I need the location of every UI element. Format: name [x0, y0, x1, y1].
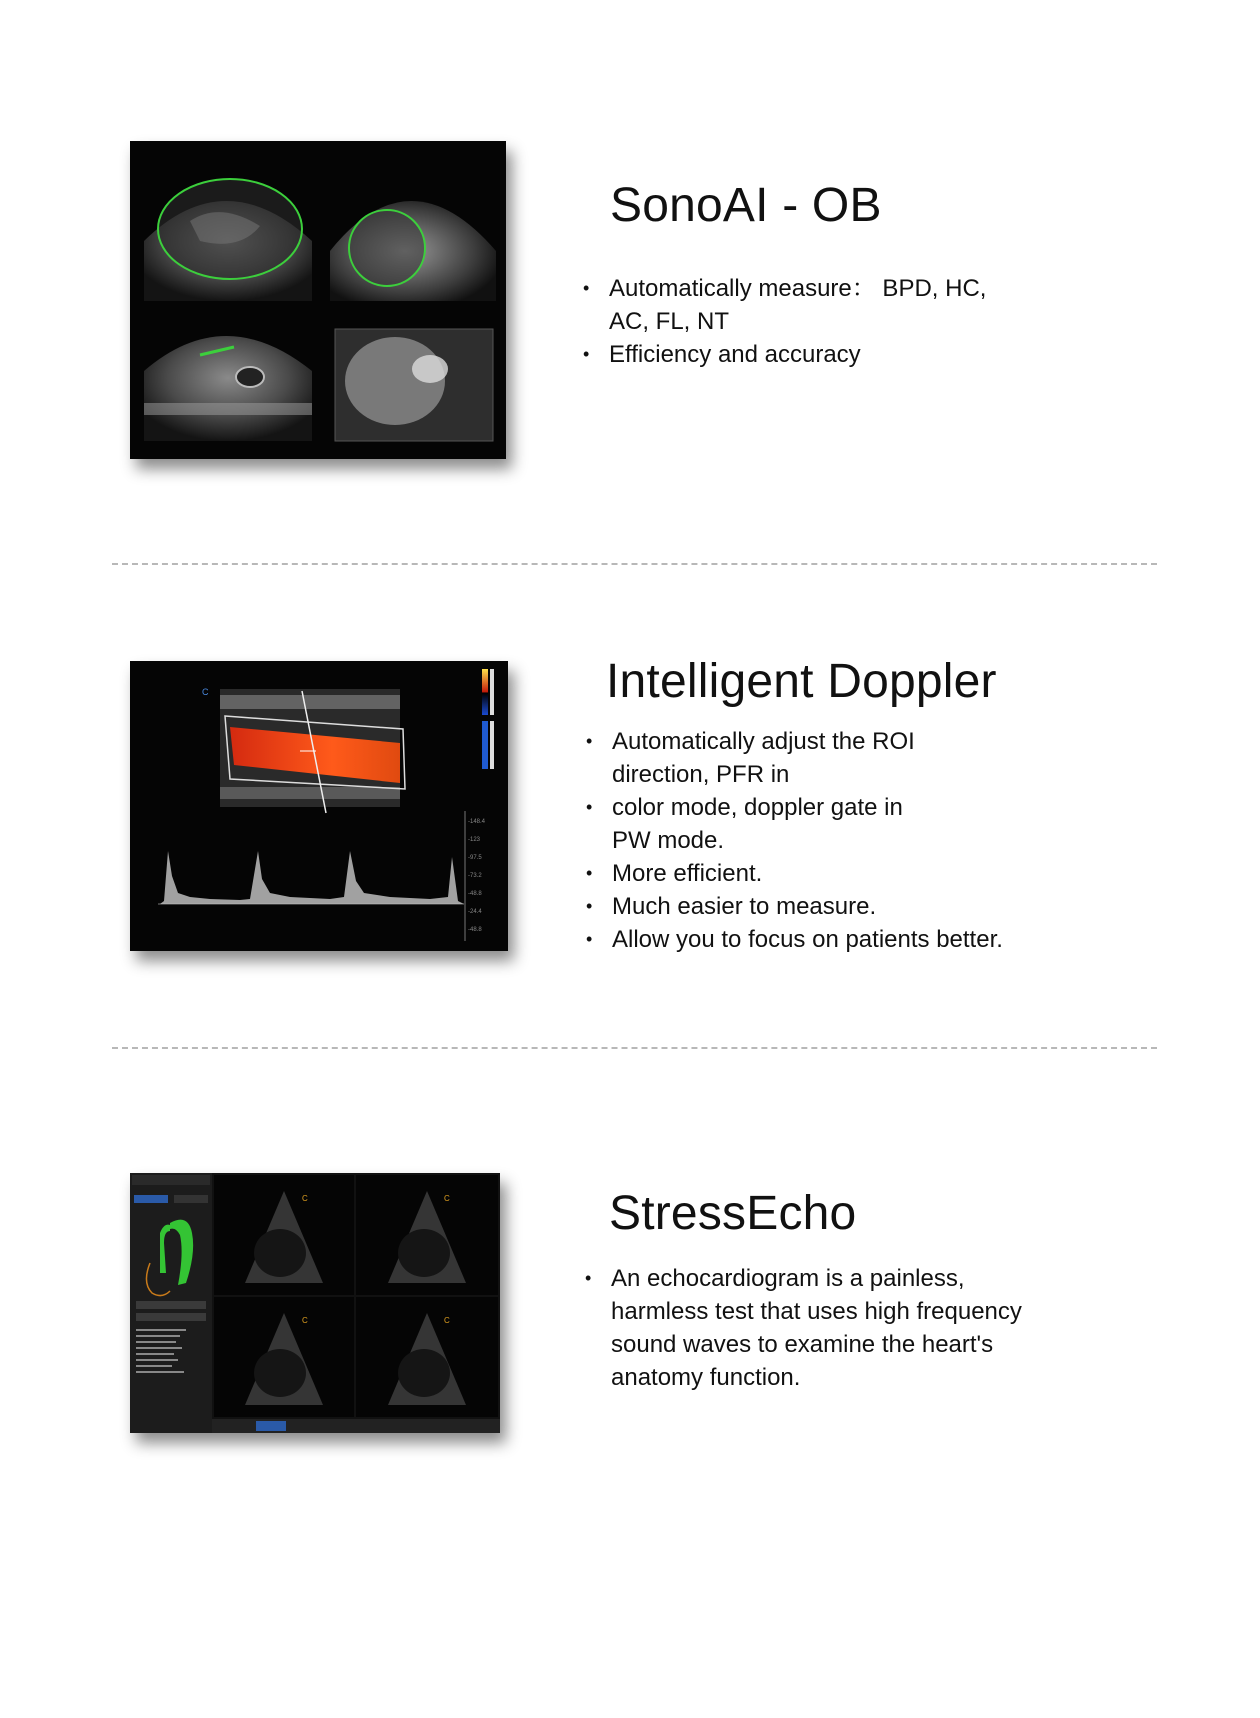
bullet-item: • Much easier to measure. [586, 890, 1003, 923]
svg-text:C: C [444, 1316, 450, 1325]
section-stressecho [0, 1050, 1260, 1550]
svg-text:-148.4: -148.4 [468, 819, 486, 825]
svg-text:-48.8: -48.8 [468, 927, 482, 933]
section-title: SonoAI - OB [610, 179, 882, 232]
svg-text:C: C [302, 1316, 308, 1325]
bullet-item-continued: direction, PFR in [612, 761, 790, 788]
bullet-item: • Allow you to focus on patients better. [586, 923, 1003, 956]
bullet-item-continued: anatomy function. [611, 1364, 801, 1391]
bullet-list [585, 1262, 1022, 1394]
bullet-item-continued: sound waves to examine the heart's [611, 1331, 994, 1358]
bullet-item: • Automatically measure： BPD, HC, [583, 272, 986, 305]
svg-text:-48.8: -48.8 [468, 891, 482, 897]
doppler-ultrasound-image [130, 661, 508, 951]
svg-text:-73.2: -73.2 [468, 873, 482, 879]
section-title: Intelligent Doppler [606, 655, 997, 708]
bullet-item: • An echocardiogram is a painless, [585, 1262, 1022, 1295]
svg-text:-123: -123 [468, 837, 481, 843]
bullet-item: • color mode, doppler gate in [586, 791, 1003, 824]
stress-echo-image [130, 1173, 500, 1433]
ob-ultrasound-image [130, 141, 506, 459]
svg-text:-97.5: -97.5 [468, 855, 482, 861]
bullet-list [583, 272, 986, 371]
section-divider [112, 563, 1157, 565]
bullet-item-continued: AC, FL, NT [609, 308, 730, 335]
svg-text:C: C [444, 1194, 450, 1203]
bullet-item: • Automatically adjust the ROI [586, 725, 1003, 758]
bullet-item: • More efficient. [586, 857, 1003, 890]
svg-text:-24.4: -24.4 [468, 909, 482, 915]
section-sonoai-ob [0, 0, 1260, 560]
section-divider [112, 1047, 1157, 1049]
section-intelligent-doppler [0, 566, 1260, 1046]
bullet-item-continued: PW mode. [612, 827, 725, 854]
bullet-list [586, 725, 1003, 956]
section-title: StressEcho [609, 1187, 857, 1240]
bullet-item: • Efficiency and accuracy [583, 338, 986, 371]
bullet-item-continued: harmless test that uses high frequency [611, 1298, 1022, 1325]
svg-text:C: C [202, 687, 209, 697]
svg-text:C: C [302, 1194, 308, 1203]
